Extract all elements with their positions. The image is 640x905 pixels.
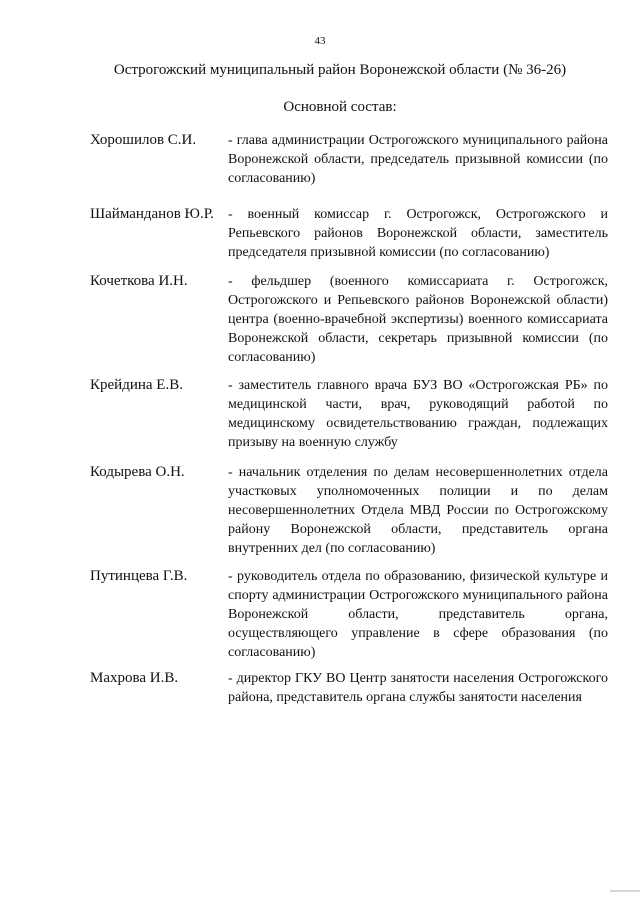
member-description: - фельдшер (военного комиссариата г. Острогожск, Острогожского и Репьевского районов Воронежской области) центра (военно-врачебной экспертизы) военного комиссариата Воронежской области, секретарь призывной комиссии (по согласованию) <box>228 274 608 365</box>
member-name: Крейдина Е.В. <box>90 377 183 393</box>
member-name: Путинцева Г.В. <box>90 568 188 584</box>
document-title: Острогожский муниципальный район Воронежской области (№ 36-26) <box>113 62 567 78</box>
member-description: - глава администрации Острогожского муниципального района Воронежской области, председатель призывной комиссии (по согласованию) <box>228 133 608 186</box>
member-description: - начальник отделения по делам несовершеннолетних отдела участковых уполномоченных полиции и по делам несовершеннолетних Отдела МВД России по Острогожскому району Воронежской области, представитель органа внутренних дел (по согласованию) <box>228 465 608 556</box>
scan-edge-mark <box>610 890 640 892</box>
member-description: - военный комиссар г. Острогожск, Острогожского и Репьевского районов Воронежской области, заместитель председателя призывной комиссии (по согласованию) <box>228 207 608 260</box>
member-name: Кодырева О.Н. <box>90 464 185 480</box>
member-description: - директор ГКУ ВО Центр занятости населения Острогожского района, представитель органа службы занятости населения <box>228 671 608 705</box>
member-description: - заместитель главного врача БУЗ ВО «Острогожская РБ» по медицинской части, врач, руководящий работой по медицинскому освидетельствованию граждан, подлежащих призыву на военную службу <box>228 378 608 450</box>
member-name: Кочеткова И.Н. <box>90 273 188 289</box>
member-name: Махрова И.В. <box>90 670 179 686</box>
section-title: Основной состав: <box>283 99 397 115</box>
member-description: - руководитель отдела по образованию, физической культуре и спорту администрации Острогожского муниципального района Воронежской области, представитель органа, осуществляющего управление в сфере образования (по согласованию) <box>228 569 608 660</box>
member-name: Шайманданов Ю.Р. <box>90 206 214 222</box>
member-name: Хорошилов С.И. <box>90 132 197 148</box>
page-number: 43 <box>314 35 326 47</box>
